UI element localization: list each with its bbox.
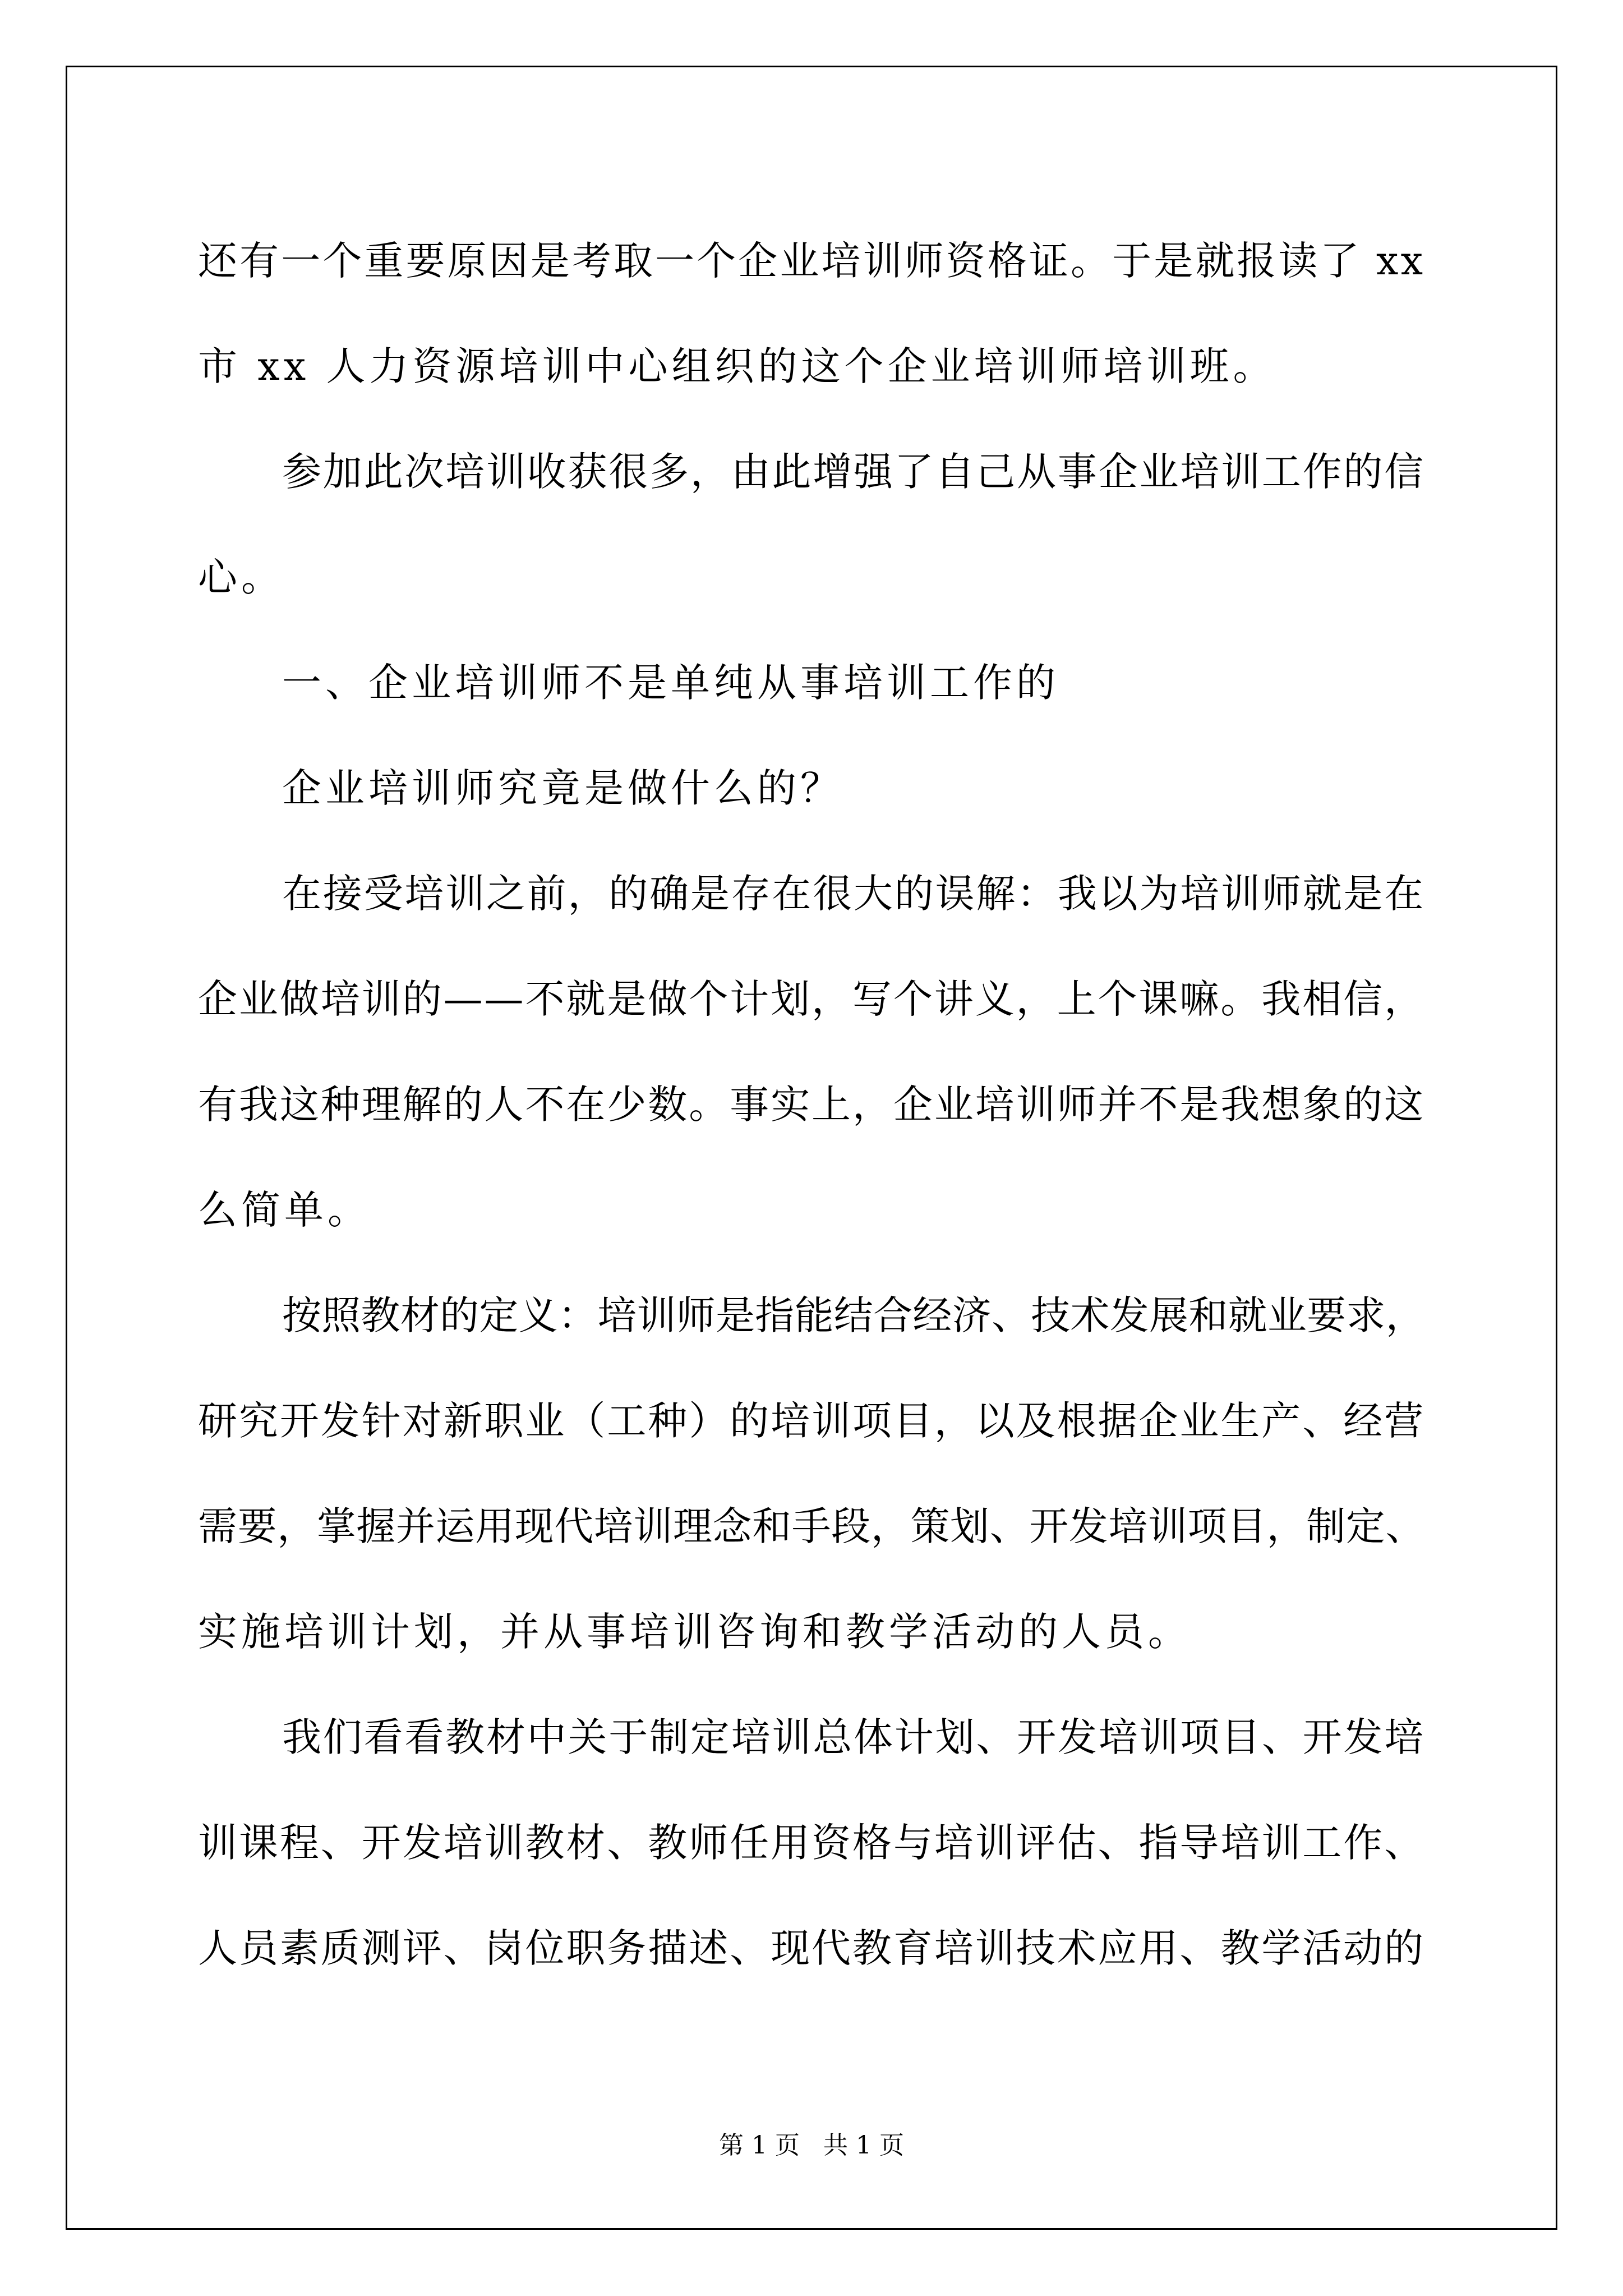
text-line: 么简单。 xyxy=(198,1187,371,1233)
section-heading: 一、企业培训师不是单纯从事培训工作的 xyxy=(282,660,1059,706)
text-line: 训课程、开发培训教材、教师任用资格与培训评估、指导培训工作、 xyxy=(198,1820,1425,1866)
text-line: 企业做培训的——不就是做个计划，写个讲义，上个课嘛。我相信， xyxy=(198,976,1425,1022)
paragraph-start: 参加此次培训收获很多，由此增强了自己从事企业培训工作的信 xyxy=(282,449,1425,495)
text-line: 市 xx 人力资源培训中心组织的这个企业培训师培训班。 xyxy=(198,343,1276,389)
text-line: 还有一个重要原因是考取一个企业培训师资格证。于是就报读了 xx xyxy=(198,238,1426,284)
paragraph-start: 我们看看教材中关于制定培训总体计划、开发培训项目、开发培 xyxy=(282,1714,1425,1760)
text-line: 实施培训计划，并从事培训咨询和教学活动的人员。 xyxy=(198,1609,1191,1655)
text-line: 需要，掌握并运用现代培训理念和手段，策划、开发培训项目，制定、 xyxy=(198,1503,1425,1549)
text-line: 人员素质测评、岗位职务描述、现代教育培训技术应用、教学活动的 xyxy=(198,1925,1425,1971)
paragraph-start: 在接受培训之前，的确是存在很大的误解：我以为培训师就是在 xyxy=(282,871,1425,917)
text-line: 研究开发针对新职业（工种）的培训项目，以及根据企业生产、经营 xyxy=(198,1398,1425,1444)
text-line: 有我这种理解的人不在少数。事实上，企业培训师并不是我想象的这 xyxy=(198,1082,1425,1128)
text-line: 心。 xyxy=(198,554,284,600)
paragraph-start: 按照教材的定义：培训师是指能结合经济、技术发展和就业要求， xyxy=(282,1292,1425,1338)
page-footer: 第 1 页 共 1 页 xyxy=(719,2131,904,2160)
paragraph-start: 企业培训师究竟是做什么的？ xyxy=(282,765,843,811)
